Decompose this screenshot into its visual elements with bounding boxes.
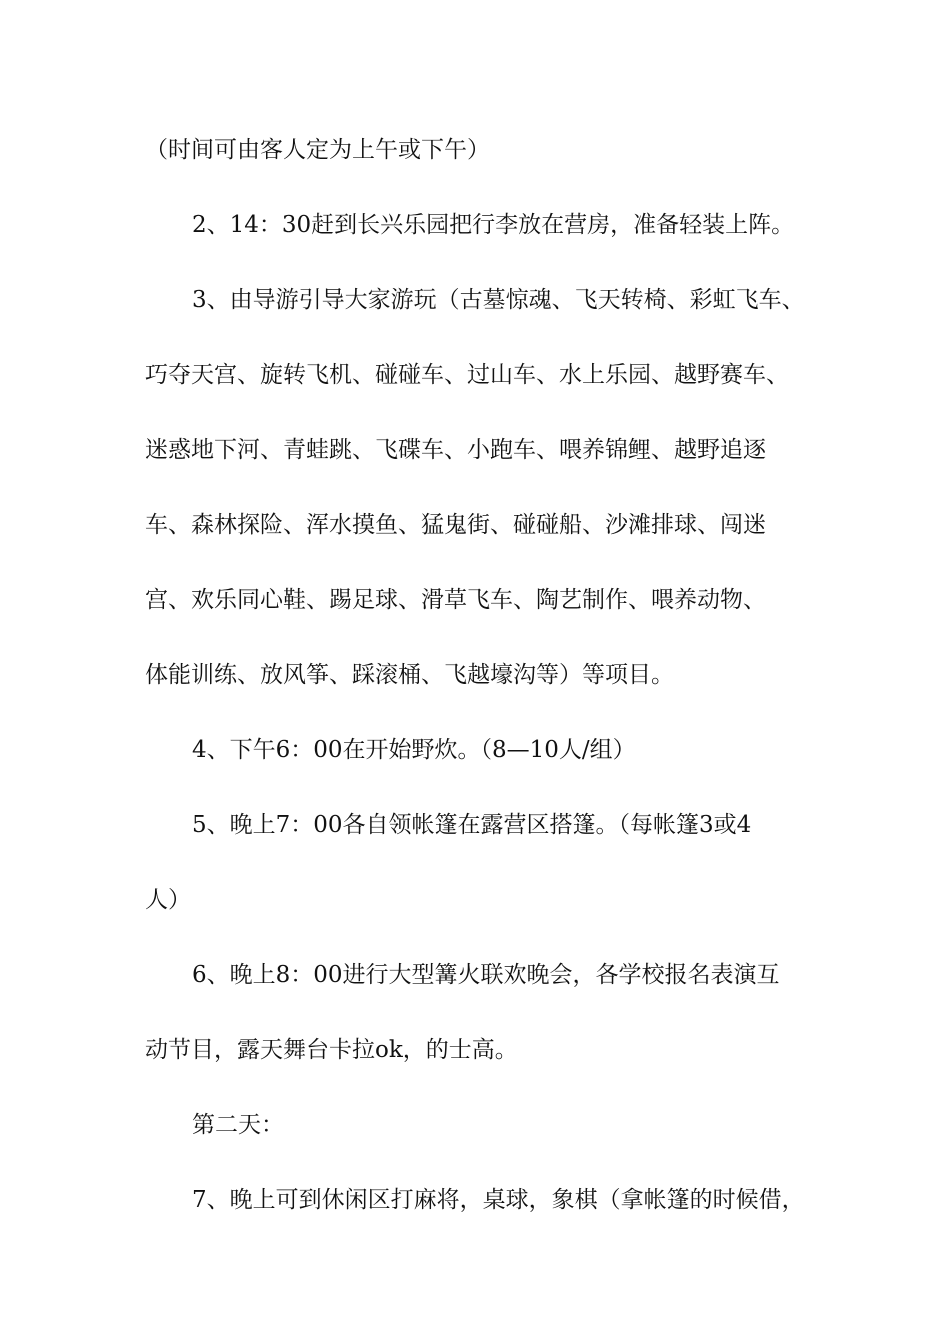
text-line-11: 人） [145, 887, 191, 913]
text-line-3: 3、由导游引导大家游玩（古墓惊魂、飞天转椅、彩虹飞车、 [192, 287, 805, 313]
text-line-4: 巧夺天宫、旋转飞机、碰碰车、过山车、水上乐园、越野赛车、 [145, 362, 789, 388]
text-line-1: （时间可由客人定为上午或下午） [145, 137, 490, 163]
text-line-13: 动节目，露天舞台卡拉ok，的士高。 [145, 1037, 518, 1063]
text-line-7: 宫、欢乐同心鞋、踢足球、滑草飞车、陶艺制作、喂养动物、 [145, 587, 766, 613]
text-line-9: 4、下午6：00在开始野炊。（8—10人/组） [192, 737, 636, 763]
section-heading-day-two: 第二天： [192, 1112, 284, 1138]
text-line-8: 体能训练、放风筝、踩滚桶、飞越壕沟等）等项目。 [145, 662, 674, 688]
text-line-2: 2、14：30赶到长兴乐园把行李放在营房，准备轻装上阵。 [192, 212, 795, 238]
text-line-6: 车、森林探险、浑水摸鱼、猛鬼街、碰碰船、沙滩排球、闯迷 [145, 512, 766, 538]
text-line-10: 5、晚上7：00各自领帐篷在露营区搭篷。（每帐篷3或4 [192, 812, 752, 838]
text-line-15: 7、晚上可到休闲区打麻将，桌球，象棋（拿帐篷的时候借， [192, 1187, 805, 1213]
text-line-5: 迷惑地下河、青蛙跳、飞碟车、小跑车、喂养锦鲤、越野追逐 [145, 437, 766, 463]
text-line-12: 6、晚上8：00进行大型篝火联欢晚会，各学校报名表演互 [192, 962, 780, 988]
